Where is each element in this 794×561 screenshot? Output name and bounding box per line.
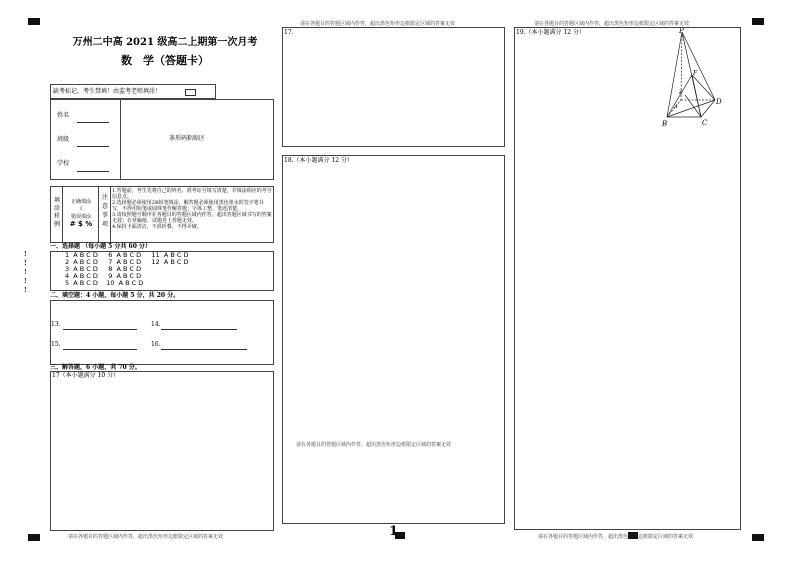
section1-heading: 一、选择题 （每小题 5 分共 60 分） bbox=[50, 243, 151, 250]
absent-mark-box bbox=[50, 84, 216, 99]
choice-row[interactable]: 1 A B C D 6 A B C D 11 A B C D bbox=[65, 251, 189, 259]
correct-fill-mark: l bbox=[80, 206, 82, 212]
name-label: 姓名 bbox=[57, 112, 70, 119]
q13-answer[interactable] bbox=[63, 329, 137, 330]
note-item: 2.选择题必须使用2B铅笔填涂，解答题必须使用黑色墨水的签字笔书写，不得用铅笔或圆珠笔作解答题；字体工整、笔迹清楚。 bbox=[112, 200, 264, 212]
q13-label: 13. bbox=[51, 321, 61, 328]
fill-blank-box bbox=[50, 300, 274, 365]
barcode-area bbox=[120, 100, 275, 179]
figure-label-f: F bbox=[693, 70, 698, 77]
q14-label: 14. bbox=[151, 321, 161, 328]
q16-label: 16. bbox=[151, 341, 161, 348]
boundary-note: 请在各题目的答题区域内作答，超出黑色矩形边框限定区域的答案无效 bbox=[300, 21, 456, 27]
figure-label-p: P bbox=[679, 28, 684, 35]
q19-answer-area[interactable] bbox=[514, 27, 741, 530]
correct-fill-label: 正确填涂 bbox=[70, 199, 91, 205]
q14-answer[interactable] bbox=[161, 329, 237, 330]
note-item: 4.保持卡面清洁，不准折叠、不得弄破。 bbox=[112, 224, 202, 230]
choice-row[interactable]: 4 A B C D 9 A B C D bbox=[65, 272, 142, 280]
exam-title: 万州二中高 2021 级高二上期第一次月考 bbox=[72, 37, 258, 48]
notes-list bbox=[112, 188, 272, 230]
page-number: 1 bbox=[389, 524, 399, 539]
absent-checkbox[interactable] bbox=[185, 89, 196, 96]
figure-label-e: E bbox=[679, 90, 683, 96]
q17-answer-area[interactable] bbox=[50, 371, 274, 531]
absent-notice: 缺考标记，考生禁填！由监考老师填涂！ bbox=[53, 88, 162, 95]
exam-subtitle: 数 学（答题卡） bbox=[121, 54, 209, 67]
student-info-box bbox=[50, 99, 274, 180]
class-field[interactable] bbox=[77, 146, 109, 147]
q17-continued-label: 17. bbox=[284, 29, 294, 36]
boundary-note: 请在各题目的答题区域内作答，超出黑色矩形边框限定区域的答案无效 bbox=[68, 534, 224, 540]
registration-mark bbox=[752, 18, 764, 25]
school-field[interactable] bbox=[77, 171, 109, 172]
q16-answer[interactable] bbox=[161, 349, 247, 350]
note-item: 1.答题前，考生先将自己的姓名、准考证号填写清楚，并填涂相应的考号信息点。 bbox=[112, 188, 272, 200]
q17-continued-area[interactable] bbox=[282, 27, 505, 147]
choice-row[interactable]: 5 A B C D 10 A B C D bbox=[65, 279, 144, 287]
figure-label-c: C bbox=[702, 119, 708, 127]
boundary-note: 请在各题目的答题区域内作答，超出黑色矩形边框限定区域的答案无效 bbox=[538, 534, 694, 540]
barcode-label: 条形码粘贴区 bbox=[169, 135, 206, 142]
fill-example-label: 填涂样例 bbox=[53, 197, 60, 228]
q15-label: 15. bbox=[51, 341, 61, 348]
notes-label-cell bbox=[99, 187, 111, 242]
notes-label: 注意事项 bbox=[101, 194, 108, 228]
choice-row[interactable]: 2 A B C D 7 A B C D 12 A B C D bbox=[65, 258, 189, 266]
name-field[interactable] bbox=[77, 122, 109, 123]
pyramid-figure bbox=[653, 28, 743, 128]
boundary-note: 请在各题目的答题区域内作答，超出黑色矩形边框限定区域的答案无效 bbox=[296, 442, 452, 448]
class-label: 班级 bbox=[57, 136, 70, 143]
q15-answer[interactable] bbox=[63, 349, 137, 350]
q18-answer-area[interactable] bbox=[282, 155, 505, 524]
fill-example-cell bbox=[63, 187, 99, 242]
choice-row[interactable]: 3 A B C D 8 A B C D bbox=[65, 265, 142, 273]
wrong-fill-label: 错误填涂 bbox=[70, 214, 91, 220]
q19-label: 19.（本小题满分 12 分） bbox=[516, 29, 585, 36]
side-marks: ! ! ! ! ! bbox=[24, 251, 27, 294]
fill-instructions-box bbox=[50, 186, 274, 243]
q18-label: 18.（本小题满分 12 分） bbox=[284, 157, 353, 164]
section3-heading: 三、解答题，6 小题，共 70 分。 bbox=[50, 364, 141, 371]
section2-heading: 二、填空题：4 小题，每小题 5 分，共 20 分。 bbox=[50, 292, 180, 299]
registration-mark bbox=[28, 534, 40, 541]
figure-label-a: A bbox=[674, 104, 678, 110]
figure-label-d: D bbox=[716, 98, 722, 106]
q17-label: 17（本小题满分 10 分） bbox=[52, 372, 120, 379]
note-item: 3.请按照题号顺序在各题目的答题区域内作答，超出答题区域书写的答案无效；在草稿纸、试题卷上答题无效。 bbox=[112, 212, 272, 224]
multiple-choice-box bbox=[50, 251, 274, 291]
figure-label-b: B bbox=[662, 120, 668, 128]
fill-example-label-cell bbox=[51, 187, 63, 242]
boundary-note: 请在各题目的答题区域内作答，超出黑色矩形边框限定区域的答案无效 bbox=[534, 21, 690, 27]
registration-mark bbox=[28, 18, 40, 25]
wrong-fill-marks: # $ % bbox=[69, 220, 93, 228]
school-label: 学校 bbox=[57, 160, 70, 167]
registration-mark bbox=[752, 534, 764, 541]
